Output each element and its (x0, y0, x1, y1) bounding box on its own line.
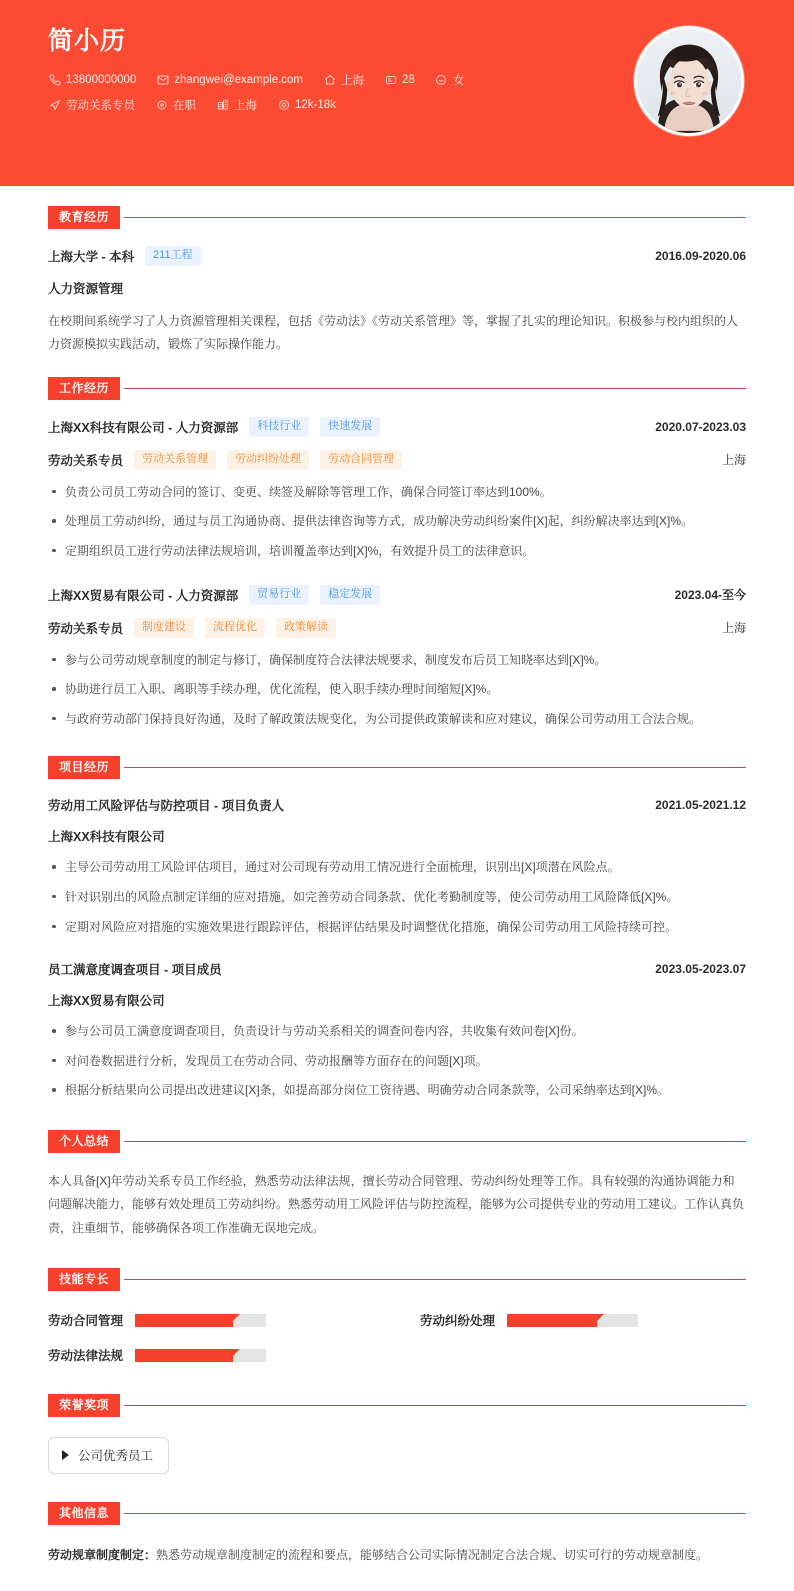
page-title: 简小历 (48, 27, 127, 55)
section-divider (124, 1405, 746, 1406)
home-icon (323, 73, 336, 86)
expected-salary (277, 98, 336, 111)
avatar-photo (637, 29, 741, 133)
contact-email-value: zhangwei@example.com (174, 73, 304, 86)
list-item: 主导公司劳动用工风险评估项目，通过对公司现有劳动用工情况进行全面梳理，识别出[X]项潜在风险点。 (48, 858, 746, 877)
project-name: 员工满意度调查项目 - 项目成员 (48, 963, 222, 978)
skill-item (48, 1346, 374, 1364)
section-title-summary: 个人总结 (48, 1130, 120, 1153)
work-company-tag: 科技行业 (249, 417, 309, 437)
honor-label: 公司优秀员工 (78, 1449, 154, 1464)
section-header-summary (48, 1130, 746, 1153)
skill-progress-fill (135, 1349, 233, 1362)
work-date: 2020.07-2023.03 (655, 419, 746, 434)
education-date: 2016.09-2020.06 (655, 249, 746, 263)
project-company: 上海XX科技有限公司 (48, 830, 165, 845)
section-header-education (48, 206, 746, 229)
list-item: 处理员工劳动纠纷，通过与员工沟通协商、提供法律咨询等方式，成功解决劳动纠纷案件[X]起，纠纷解决率达到[X]%。 (48, 512, 746, 531)
skill-progress-fill (507, 1314, 597, 1327)
work-bullet-list (48, 651, 746, 729)
project-name: 劳动用工风险评估与防控项目 - 项目负责人 (48, 799, 285, 814)
job-status (155, 97, 196, 113)
section-header-honors (48, 1394, 746, 1417)
section-divider (124, 388, 746, 389)
contact-phone-value: 13800000000 (66, 73, 137, 86)
job-intent (48, 97, 135, 113)
project-bullet-list (48, 858, 746, 936)
work-date: 2023.04-至今 (674, 588, 746, 603)
resume-body (0, 206, 794, 1591)
resume-header (0, 0, 794, 186)
skill-progress-bar (135, 1349, 266, 1362)
list-item: 参与公司员工满意度调查项目，负责设计与劳动关系相关的调查问卷内容，共收集有效问卷[X]份。 (48, 1022, 746, 1041)
section-honors (48, 1394, 746, 1474)
work-location: 上海 (721, 621, 746, 636)
section-header-other (48, 1502, 746, 1525)
list-item: 协助进行员工入职、离职等手续办理，优化流程，使入职手续办理时间缩短[X]%。 (48, 680, 746, 699)
salary-icon (277, 98, 290, 111)
work-company-tag: 快速发展 (320, 417, 380, 437)
list-item: 参与公司劳动规章制度的制定与修订，确保制度符合法律法规要求，制度发布后员工知晓率达到[X]%。 (48, 651, 746, 670)
skill-item (420, 1311, 746, 1329)
work-company-tag: 贸易行业 (249, 585, 309, 605)
section-project (48, 756, 746, 1100)
work-company: 上海XX科技有限公司 - 人力资源部 (48, 420, 239, 435)
work-skill-tag: 劳动关系管理 (134, 450, 216, 470)
gender-icon (435, 73, 448, 86)
section-title-work: 工作经历 (48, 377, 120, 400)
project-company: 上海XX贸易有限公司 (48, 994, 165, 1009)
work-skill-tag: 政策解读 (276, 618, 336, 638)
contact-gender-value: 女 (452, 74, 465, 87)
section-divider (124, 1513, 746, 1514)
project-bullet-list (48, 1022, 746, 1100)
project-item (48, 783, 746, 936)
list-item: 定期组织员工进行劳动法律法规培训，培训覆盖率达到[X]%，有效提升员工的法律意识。 (48, 542, 746, 561)
job-status-value: 在职 (173, 99, 196, 112)
work-item (48, 404, 746, 561)
skill-label: 劳动法律法规 (48, 1349, 124, 1364)
work-skill-tag: 流程优化 (205, 618, 265, 638)
project-item (48, 936, 746, 1100)
skill-item (48, 1311, 374, 1329)
project-date: 2021.05-2021.12 (655, 798, 746, 813)
mail-icon (156, 73, 169, 86)
skill-progress-bar (135, 1314, 266, 1327)
other-info-label: 劳动规章制度制定： (48, 1548, 157, 1563)
work-item (48, 561, 746, 729)
header-text-group (48, 24, 484, 122)
skill-label: 劳动纠纷处理 (420, 1314, 496, 1329)
job-city (216, 97, 257, 113)
work-role: 劳动关系专员 (48, 621, 124, 636)
section-header-project (48, 756, 746, 779)
phone-icon (48, 73, 61, 86)
expected-salary-value: 12k-18k (295, 98, 336, 111)
job-city-value: 上海 (234, 99, 257, 112)
education-school: 上海大学 - 本科 (48, 250, 135, 264)
list-item: 定期对风险应对措施的实施效果进行跟踪评估，根据评估结果及时调整优化措施，确保公司劳动用工风险持续可控。 (48, 918, 746, 937)
section-title-project: 项目经历 (48, 756, 120, 779)
contact-phone (48, 73, 136, 86)
section-header-skills (48, 1268, 746, 1291)
list-item: 根据分析结果向公司提出改进建议[X]条，如提高部分岗位工资待遇、明确劳动合同条款等，公司采纳率达到[X]%。 (48, 1081, 746, 1100)
honors-list (48, 1421, 746, 1474)
play-triangle-icon (62, 1450, 69, 1460)
skill-progress-bar (507, 1314, 638, 1327)
summary-text: 本人具备[X]年劳动关系专员工作经验，熟悉劳动法律法规，擅长劳动合同管理、劳动纠纷处理等工作。具有较强的沟通协调能力和问题解决能力，能够有效处理员工劳动纠纷。熟悉劳动用工风险评估与防控流程，能够为公司提供专业的劳动用工建议。工作认真负责，注重细节，能够确保各项工作准确无误地完成。 (48, 1173, 745, 1235)
education-description: 在校期间系统学习了人力资源管理相关课程，包括《劳动法》《劳动关系管理》等，掌握了扎实的理论知识。积极参与校内组织的人力资源模拟实践活动，锻炼了实际操作能力。 (48, 314, 739, 352)
list-item: 针对识别出的风险点制定详细的应对措施，如完善劳动合同条款、优化考勤制度等，使公司劳动用工风险降低[X]%。 (48, 888, 746, 907)
other-info-item (48, 1529, 746, 1565)
section-summary (48, 1130, 746, 1240)
work-skill-tag: 劳动纠纷处理 (227, 450, 309, 470)
work-bullet-list (48, 483, 746, 561)
other-info-text: 熟悉劳动规章制度制定的流程和要点，能够结合公司实际情况制定合法合规、切实可行的劳动规章制度。 (156, 1548, 709, 1563)
section-divider (124, 1279, 746, 1280)
section-title-skills: 技能专长 (48, 1268, 120, 1291)
list-item: 与政府劳动部门保持良好沟通，及时了解政策法规变化，为公司提供政策解读和应对建议，确保公司劳动用工合法合规。 (48, 710, 746, 729)
work-location: 上海 (721, 453, 746, 468)
city-icon (216, 98, 229, 111)
contact-row-primary (48, 72, 484, 88)
section-divider (124, 1141, 746, 1142)
contact-age-value: 28 (402, 73, 415, 86)
id-card-icon (384, 73, 397, 86)
contact-gender (435, 72, 465, 88)
section-education (48, 206, 746, 357)
honor-chip[interactable] (48, 1437, 169, 1474)
job-intent-value: 劳动关系专员 (66, 99, 135, 112)
section-divider (124, 767, 746, 768)
section-skills (48, 1268, 746, 1364)
rocket-icon (48, 98, 61, 111)
section-other (48, 1502, 746, 1565)
section-work (48, 377, 746, 729)
skills-grid (48, 1295, 746, 1364)
section-title-other: 其他信息 (48, 1502, 120, 1525)
list-item: 对问卷数据进行分析，发现员工在劳动合同、劳动报酬等方面存在的问题[X]项。 (48, 1052, 746, 1071)
contact-age (384, 73, 415, 86)
work-skill-tag: 制度建设 (134, 618, 194, 638)
work-role: 劳动关系专员 (48, 453, 124, 468)
avatar (634, 26, 744, 136)
section-divider (124, 217, 746, 218)
contact-row-secondary (48, 97, 484, 113)
work-company-tag: 稳定发展 (320, 585, 380, 605)
contact-email (156, 73, 303, 86)
section-title-education: 教育经历 (48, 206, 120, 229)
work-company: 上海XX贸易有限公司 - 人力资源部 (48, 588, 239, 603)
section-header-work (48, 377, 746, 400)
skill-progress-fill (135, 1314, 233, 1327)
contact-hometown (323, 72, 364, 88)
skill-label: 劳动合同管理 (48, 1314, 124, 1329)
list-item: 负责公司员工劳动合同的签订、变更、续签及解除等管理工作，确保合同签订率达到100%。 (48, 483, 746, 502)
contact-hometown-value: 上海 (341, 74, 365, 87)
section-title-honors: 荣誉奖项 (48, 1394, 120, 1417)
education-item (48, 233, 746, 357)
education-tag: 211工程 (145, 246, 201, 266)
status-icon (155, 98, 168, 111)
work-skill-tag: 劳动合同管理 (320, 450, 402, 470)
education-major: 人力资源管理 (48, 282, 124, 296)
project-date: 2023.05-2023.07 (655, 962, 746, 977)
